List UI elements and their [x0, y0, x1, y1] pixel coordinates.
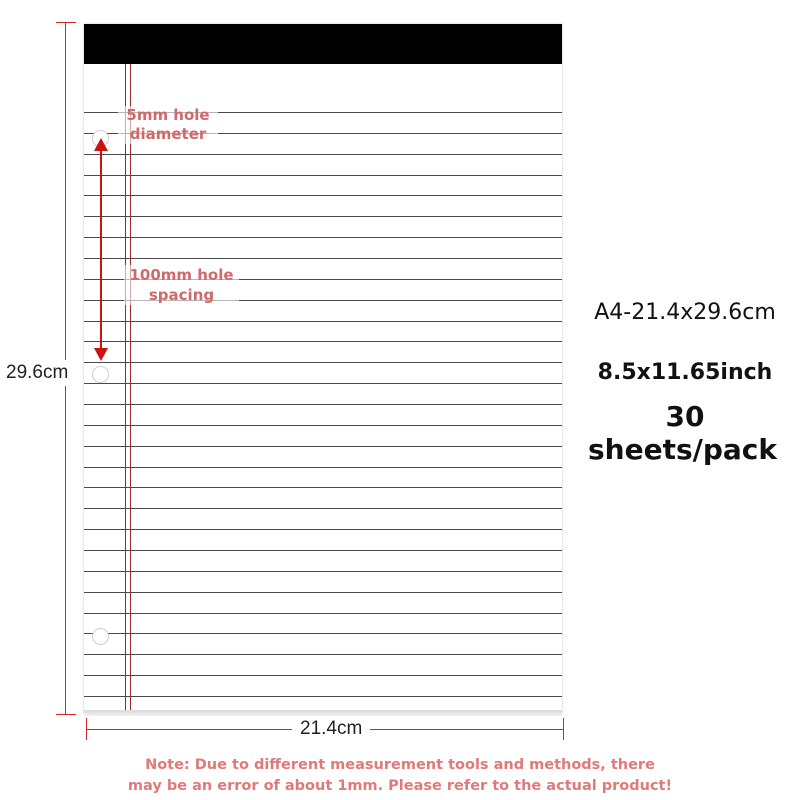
height-label: 29.6cm [6, 360, 68, 386]
sheet-count: 30 [665, 400, 705, 433]
arrowhead-down-icon [94, 348, 108, 361]
hole-spacing-line-1: 100mm hole [129, 266, 234, 284]
disclaimer-note [100, 755, 700, 797]
hole-diameter-line-2: diameter [129, 125, 207, 143]
inch-spec: 8.5x11.65inch [597, 360, 773, 385]
note-line-2: may be an error of about 1mm. Please refer to the actual product! [127, 778, 673, 794]
height-dimension-bottom-cap [56, 714, 76, 715]
width-dimension-left-cap [86, 718, 87, 740]
hole-diameter-annotation [118, 106, 218, 144]
arrowhead-up-icon [94, 138, 108, 151]
width-label: 21.4cm [292, 718, 370, 740]
margin-line-right [130, 64, 131, 714]
hole-spacing-line-2: spacing [148, 286, 215, 304]
binder-hole-middle [92, 366, 109, 383]
size-spec: A4-21.4x29.6cm [594, 300, 776, 325]
height-dimension-top-cap [56, 22, 76, 23]
binder-hole-bottom [92, 628, 109, 645]
hole-diameter-line-1: 5mm hole [126, 106, 210, 124]
hole-spacing-annotation [124, 265, 239, 305]
margin-line-left [125, 64, 126, 714]
sheet-unit: sheets/pack [587, 433, 777, 466]
hole-spacing-arrow [100, 150, 102, 350]
width-dimension-right-cap [563, 718, 564, 740]
note-line-1: Note: Due to different measurement tools and methods, there [145, 757, 655, 773]
paper-edge-shadow [84, 710, 562, 716]
